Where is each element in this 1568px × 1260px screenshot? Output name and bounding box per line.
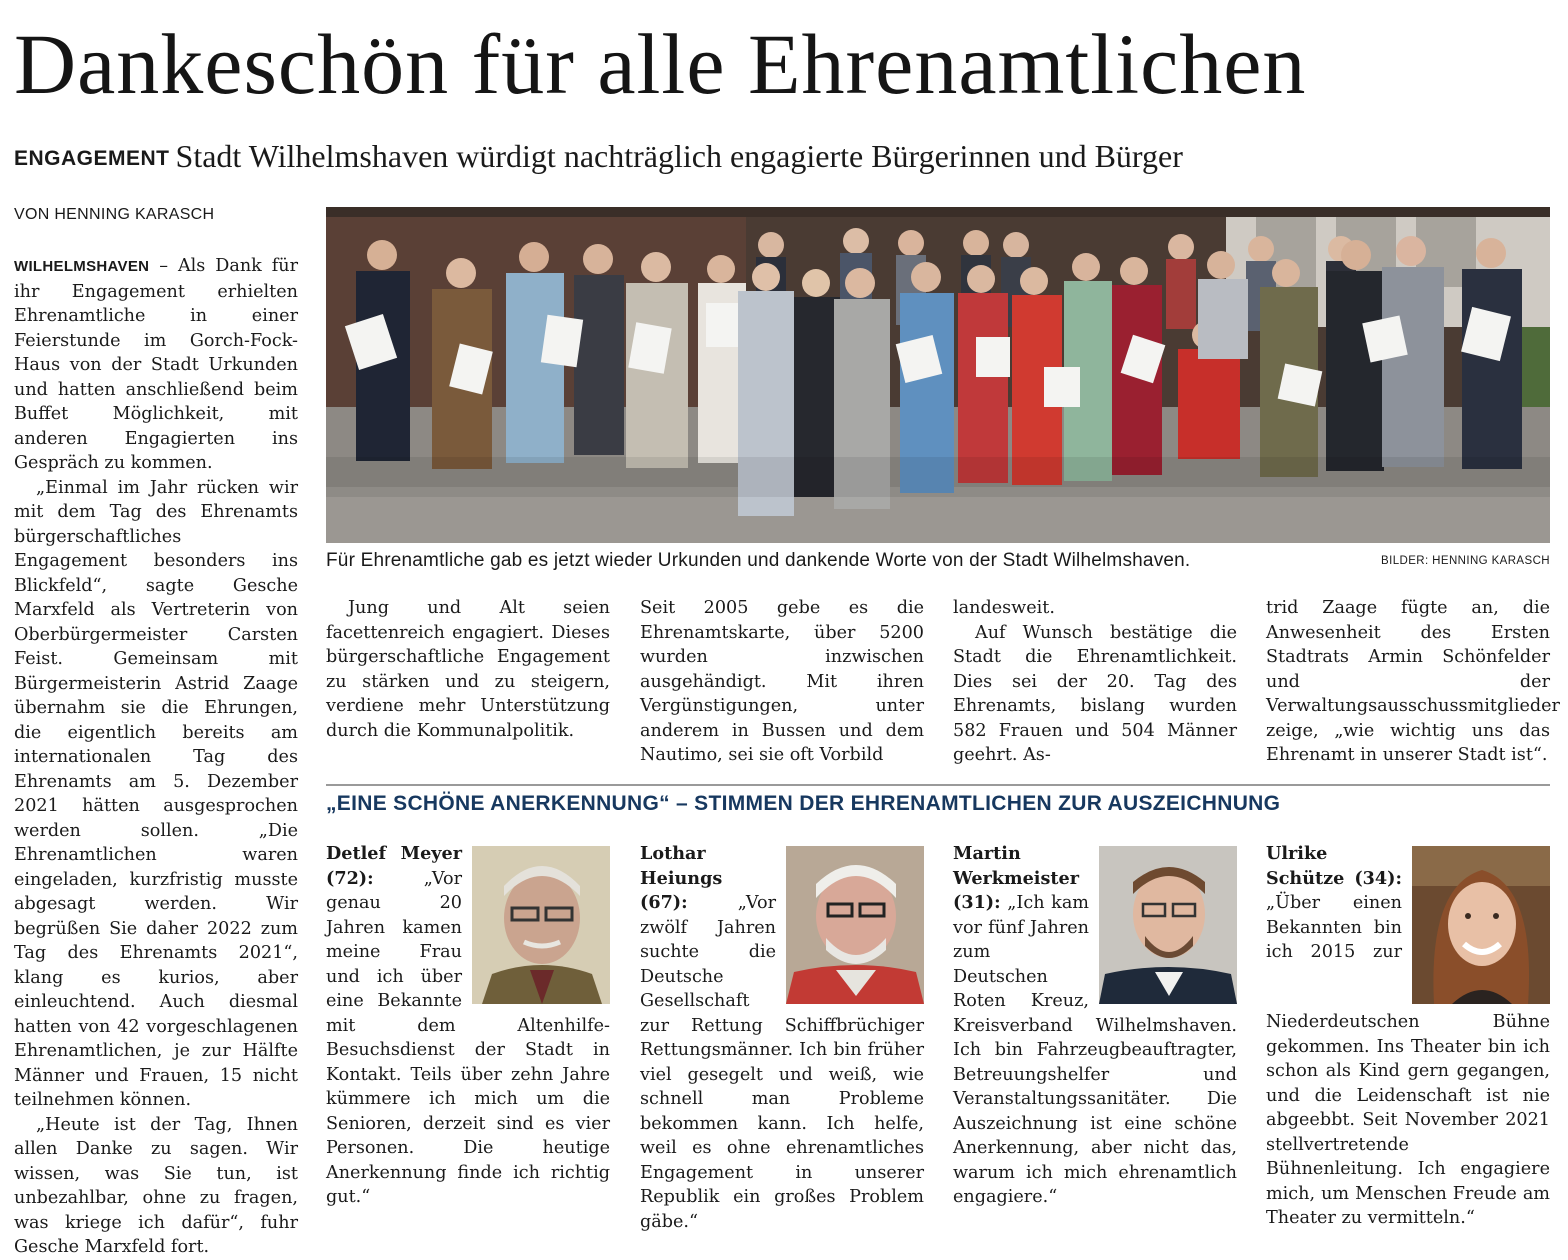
article-column-4: [953, 596, 1237, 768]
portrait-photo: [472, 846, 610, 1004]
voice-name: Ulrike Schütze (34):: [1266, 843, 1402, 889]
voice-quote: „Ich kam vor fünf Jahren zum Deutschen Roten Kreuz, Kreisverband Wilhelmshaven. Ich bin Fahrzeugbeauftragter, Betreuungshelfer und Veranstaltungssanitäter. Die Auszeichnung ist eine schöne Anerkennung, aber nicht das, warum ich mich ehrenamtlich engagiere.“: [953, 893, 1237, 1207]
portrait-photo: [786, 846, 924, 1004]
voice-item-detlef-meyer: [326, 842, 610, 1210]
dateline: WILHELMSHAVEN: [14, 258, 150, 275]
photo-caption: Für Ehrenamtliche gab es jetzt wieder Urkunden und dankende Worte von der Stadt Wilhelmshaven.: [326, 550, 1191, 571]
paragraph: „Einmal im Jahr rücken wir mit dem Tag des Ehrenamts bürgerschaftliches Engagement besonders ins Blickfeld“, sagte Gesche Marxfeld als Vertreterin von Oberbürgermeister Carsten Feist. Gemeinsam mit Bürgermeisterin Astrid Zaage übernahm sie die Ehrungen, die eigentlich bereits am internationalen Tag des Ehrenamts am 5. Dezember 2021 hätten ausgesprochen werden sollen. „Die Ehrenamtlichen waren eingeladen, kurzfristig musste abgesagt werden. Wir begrüßen Sie daher 2022 zum Tag des Ehrenamts 2021“, klang es kurios, aber einleuchtend. Auch diesmal hatten von 42 vorgeschlagenen Ehrenamtlichen, je zur Hälfte Männer und Frauen, 15 nicht teilnehmen können.: [14, 477, 298, 1110]
portrait-illustration: [1412, 846, 1550, 1004]
photo-credit: BILDER: HENNING KARASCH: [1381, 555, 1550, 567]
paragraph: „Heute ist der Tag, Ihnen allen Danke zu sagen. Wir wissen, was Sie tun, ist unbezahlbar, ohne zu fragen, was kriege ich dafür“, fuhr Gesche Marxfeld fort.: [14, 1114, 298, 1257]
article-subheadline-row: [14, 134, 1554, 181]
paragraph: landesweit.: [953, 598, 1055, 618]
portrait-illustration: [472, 846, 610, 1004]
paragraph: Auf Wunsch bestätige die Stadt die Ehrenamtlichkeit. Dies sei der 20. Tag des Ehrenamts, bislang wurden 582 Frauen und 504 Männer geehrt. As-: [953, 622, 1237, 765]
portrait-photo: [1412, 846, 1550, 1004]
voices-section-title: „EINE SCHÖNE ANERKENNUNG“ – STIMMEN DER EHRENAMTLICHEN ZUR AUSZEICHNUNG: [326, 792, 1281, 815]
article-column-5: [1266, 596, 1560, 768]
paragraph: [14, 254, 298, 476]
portrait-illustration: [786, 846, 924, 1004]
voice-name: Lothar Heiungs (67):: [640, 843, 723, 913]
paragraph: Seit 2005 gebe es die Ehrenamtskarte, über 5200 wurden inzwischen ausgehändigt. Mit ihren Vergünstigungen, unter anderem in Bussen und dem Nautimo, sei sie oft Vorbild: [640, 598, 924, 765]
voice-name: Detlef Meyer (72):: [326, 843, 462, 889]
voice-item-ulrike-schuetze: [1266, 842, 1550, 1231]
paragraph-text: – Als Dank für ihr Engagement erhielten Ehrenamtliche in einer Feierstunde im Gorch-Fock-Haus von der Stadt Urkunden und hatten anschließend beim Buffet Möglichkeit, mit anderen Engagierten ins Gespräch zu kommen.: [14, 256, 299, 473]
paragraph: trid Zaage fügte an, die Anwesenheit des Ersten Stadtrats Armin Schönfelder und der Verwaltungsausschussmitglieder zeige, „wie wichtig uns das Ehrenamt in unserer Stadt ist“.: [1266, 598, 1560, 765]
article-subheadline: Stadt Wilhelmshaven würdigt nachträglich engagierte Bürgerinnen und Bürger: [175, 138, 1183, 174]
article-headline: Dankeschön für alle Ehrenamtlichen: [14, 16, 1307, 112]
article-column-3: [640, 596, 924, 768]
voice-item-martin-werkmeister: [953, 842, 1237, 1210]
group-photo-illustration: [326, 207, 1550, 543]
article-column-2: [326, 596, 610, 743]
voice-quote: „Vor zwölf Jahren suchte die Deutsche Gesellschaft zur Rettung Schiffbrüchiger Rettungsmänner. Ich bin früher viel gesegelt und weiß, wie schnell man Probleme bekommen kann. Ich helfe, weil es ohne ehrenamtliches Engagement in unserer Republik ein großes Problem gäbe.“: [640, 893, 924, 1232]
portrait-photo: [1099, 846, 1237, 1004]
byline: VON HENNING KARASCH: [14, 206, 215, 223]
kicker-label: ENGAGEMENT: [14, 147, 170, 170]
section-divider: [326, 784, 1550, 786]
article-column-1: [14, 254, 298, 1260]
voice-quote: „Über einen Bekannten bin ich 2015 zur Niederdeutschen Bühne gekommen. Ins Theater bin ich schon als Kind gern gegangen, und die Leidenschaft ist nie abgeebbt. Seit November 2021 stellvertretende Bühnenleitung. Ich engagiere mich, um Menschen Freude am Theater zu vermitteln.“: [1266, 893, 1550, 1228]
voice-name: Martin Werkmeister (31):: [953, 843, 1079, 913]
voice-item-lothar-heiungs: [640, 842, 924, 1234]
group-photo: [326, 207, 1550, 543]
portrait-illustration: [1099, 846, 1237, 1004]
voice-quote: „Vor genau 20 Jahren kamen meine Frau und ich über eine Bekannte mit dem Altenhilfe-Besuchsdienst der Stadt in Kontakt. Teils über zehn Jahre kümmere ich mich um die Senioren, derzeit sind es vier Personen. Die heutige Anerkennung finde ich richtig gut.“: [326, 868, 610, 1207]
paragraph: Jung und Alt seien facettenreich engagiert. Dieses bürgerschaftliche Engagement zu stärken und zu steigern, verdiene mehr Unterstützung durch die Kommunalpolitik.: [326, 598, 610, 741]
